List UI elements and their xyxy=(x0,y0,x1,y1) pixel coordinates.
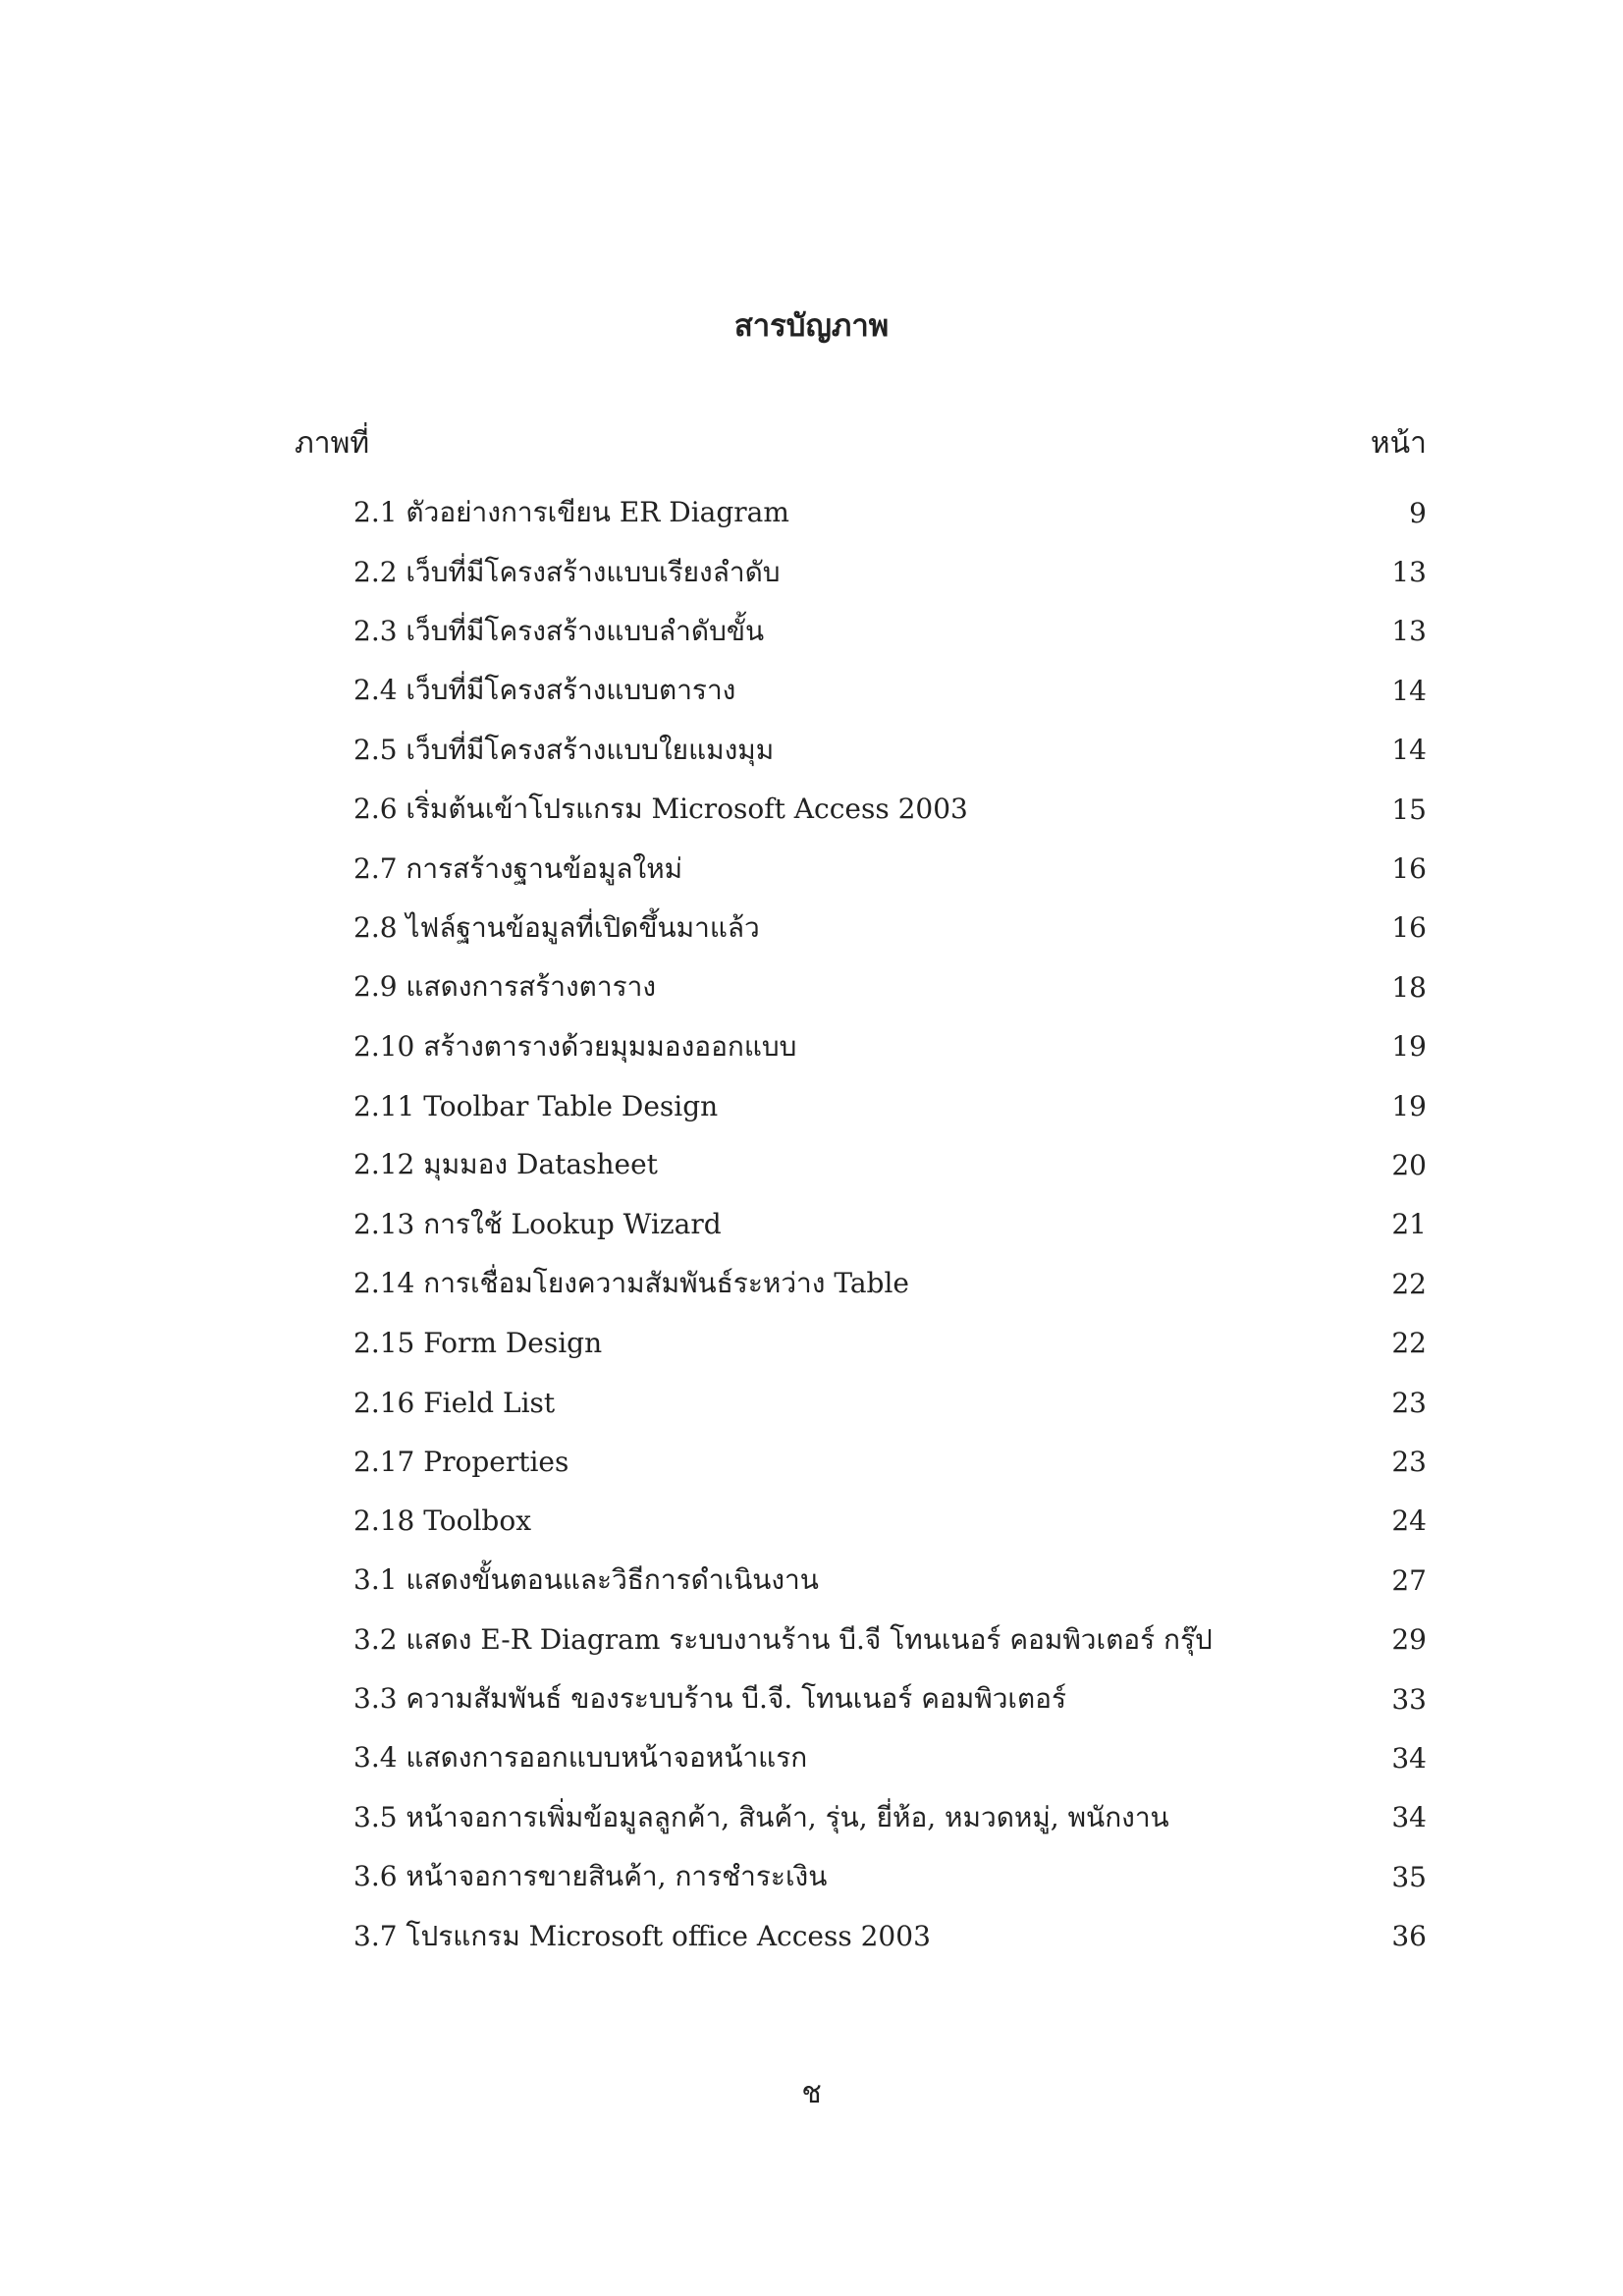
figure-list xyxy=(353,483,1427,1966)
figure-caption: 2.9 แสดงการสร้างตาราง xyxy=(353,970,656,1004)
page-ref: 24 xyxy=(1391,1504,1427,1538)
page-ref: 23 xyxy=(1391,1386,1427,1419)
list-item xyxy=(353,1432,1427,1491)
page-ref: 29 xyxy=(1391,1623,1427,1657)
page-ref: 23 xyxy=(1391,1445,1427,1478)
page-ref: 14 xyxy=(1391,734,1427,767)
page-ref: 34 xyxy=(1391,1741,1427,1775)
figure-caption: 2.16 Field List xyxy=(353,1386,556,1419)
list-item xyxy=(353,899,1427,957)
figure-caption: 2.1 ตัวอย่างการเขียน ER Diagram xyxy=(353,496,789,529)
page-ref: 27 xyxy=(1391,1563,1427,1597)
list-item xyxy=(353,839,1427,898)
page-ref: 22 xyxy=(1391,1327,1427,1360)
page-ref: 15 xyxy=(1391,793,1427,826)
list-item xyxy=(353,1076,1427,1135)
list-item xyxy=(353,1254,1427,1313)
list-item xyxy=(353,1313,1427,1372)
list-item xyxy=(353,780,1427,839)
figure-caption: 2.14 การเชื่อมโยงความสัมพันธ์ระหว่าง Table xyxy=(353,1267,909,1300)
list-item xyxy=(353,1906,1427,1965)
list-item xyxy=(353,1492,1427,1551)
page-title: สารบัญภาพ xyxy=(733,308,890,344)
figure-caption: 2.15 Form Design xyxy=(353,1327,603,1360)
page-ref: 18 xyxy=(1391,970,1427,1004)
page-ref: 14 xyxy=(1391,674,1427,707)
figure-caption: 2.12 มุมมอง Datasheet xyxy=(353,1148,658,1181)
figure-caption: 2.2 เว็บที่มีโครงสร้างแบบเรียงลำดับ xyxy=(353,555,781,588)
figure-caption: 2.18 Toolbox xyxy=(353,1504,531,1538)
page-ref: 19 xyxy=(1391,1089,1427,1122)
figure-caption: 3.4 แสดงการออกแบบหน้าจอหน้าแรก xyxy=(353,1741,808,1775)
page-ref: 20 xyxy=(1391,1148,1427,1181)
page-column-header: หน้า xyxy=(1370,426,1427,461)
page-ref: 13 xyxy=(1391,556,1427,589)
figure-caption: 3.7 โปรแกรม Microsoft office Access 2003 xyxy=(353,1919,931,1952)
list-item xyxy=(353,1610,1427,1668)
list-item xyxy=(353,1135,1427,1194)
page-ref: 33 xyxy=(1391,1682,1427,1716)
list-item xyxy=(353,1669,1427,1728)
figure-column-header: ภาพที่ xyxy=(295,426,370,461)
list-item xyxy=(353,1847,1427,1906)
figure-caption: 2.17 Properties xyxy=(353,1445,569,1478)
page-ref: 9 xyxy=(1409,496,1427,529)
figure-caption: 2.13 การใช้ Lookup Wizard xyxy=(353,1207,722,1240)
list-item xyxy=(353,602,1427,661)
figure-caption: 3.2 แสดง E-R Diagram ระบบงานร้าน บี.จี โทนเนอร์ คอมพิวเตอร์ กรุ๊ป xyxy=(353,1622,1213,1656)
figure-caption: 2.10 สร้างตารางด้วยมุมมองออกแบบ xyxy=(353,1029,797,1063)
page-ref: 16 xyxy=(1391,911,1427,945)
list-item xyxy=(353,1373,1427,1432)
figure-caption: 2.4 เว็บที่มีโครงสร้างแบบตาราง xyxy=(353,674,736,707)
page-ref: 34 xyxy=(1391,1801,1427,1834)
page-ref: 16 xyxy=(1391,852,1427,886)
list-item xyxy=(353,1017,1427,1076)
figure-caption: 3.6 หน้าจอการขายสินค้า, การชำระเงิน xyxy=(353,1860,828,1893)
list-item xyxy=(353,1788,1427,1847)
list-item xyxy=(353,483,1427,542)
figure-caption: 2.5 เว็บที่มีโครงสร้างแบบใยแมงมุม xyxy=(353,733,775,766)
figure-caption: 3.5 หน้าจอการเพิ่มข้อมูลลูกค้า, สินค้า, รุ่น, ยี่ห้อ, หมวดหมู่, พนักงาน xyxy=(353,1800,1169,1833)
list-item xyxy=(353,1195,1427,1254)
page-ref: 22 xyxy=(1391,1267,1427,1300)
list-item xyxy=(353,957,1427,1016)
page-ref: 19 xyxy=(1391,1030,1427,1064)
page-ref: 36 xyxy=(1391,1920,1427,1953)
list-item xyxy=(353,1728,1427,1787)
figure-caption: 2.7 การสร้างฐานข้อมูลใหม่ xyxy=(353,851,683,885)
list-item xyxy=(353,721,1427,780)
figure-caption: 2.3 เว็บที่มีโครงสร้างแบบลำดับขั้น xyxy=(353,614,765,647)
list-item xyxy=(353,661,1427,720)
page-number: ช xyxy=(801,2076,822,2110)
figure-caption: 3.3 ความสัมพันธ์ ของระบบร้าน บี.จี. โทนเนอร์ คอมพิวเตอร์ xyxy=(353,1682,1067,1715)
list-item xyxy=(353,542,1427,601)
figure-caption: 2.8 ไฟล์ฐานข้อมูลที่เปิดขึ้นมาแล้ว xyxy=(353,910,760,944)
list-item xyxy=(353,1551,1427,1610)
figure-caption: 2.6 เริ่มต้นเข้าโปรแกรม Microsoft Access 2003 xyxy=(353,793,968,826)
figure-caption: 3.1 แสดงขั้นตอนและวิธีการดำเนินงาน xyxy=(353,1563,819,1597)
page-ref: 35 xyxy=(1391,1860,1427,1893)
page-ref: 21 xyxy=(1391,1208,1427,1241)
figure-caption: 2.11 Toolbar Table Design xyxy=(353,1089,719,1122)
page-ref: 13 xyxy=(1391,615,1427,648)
